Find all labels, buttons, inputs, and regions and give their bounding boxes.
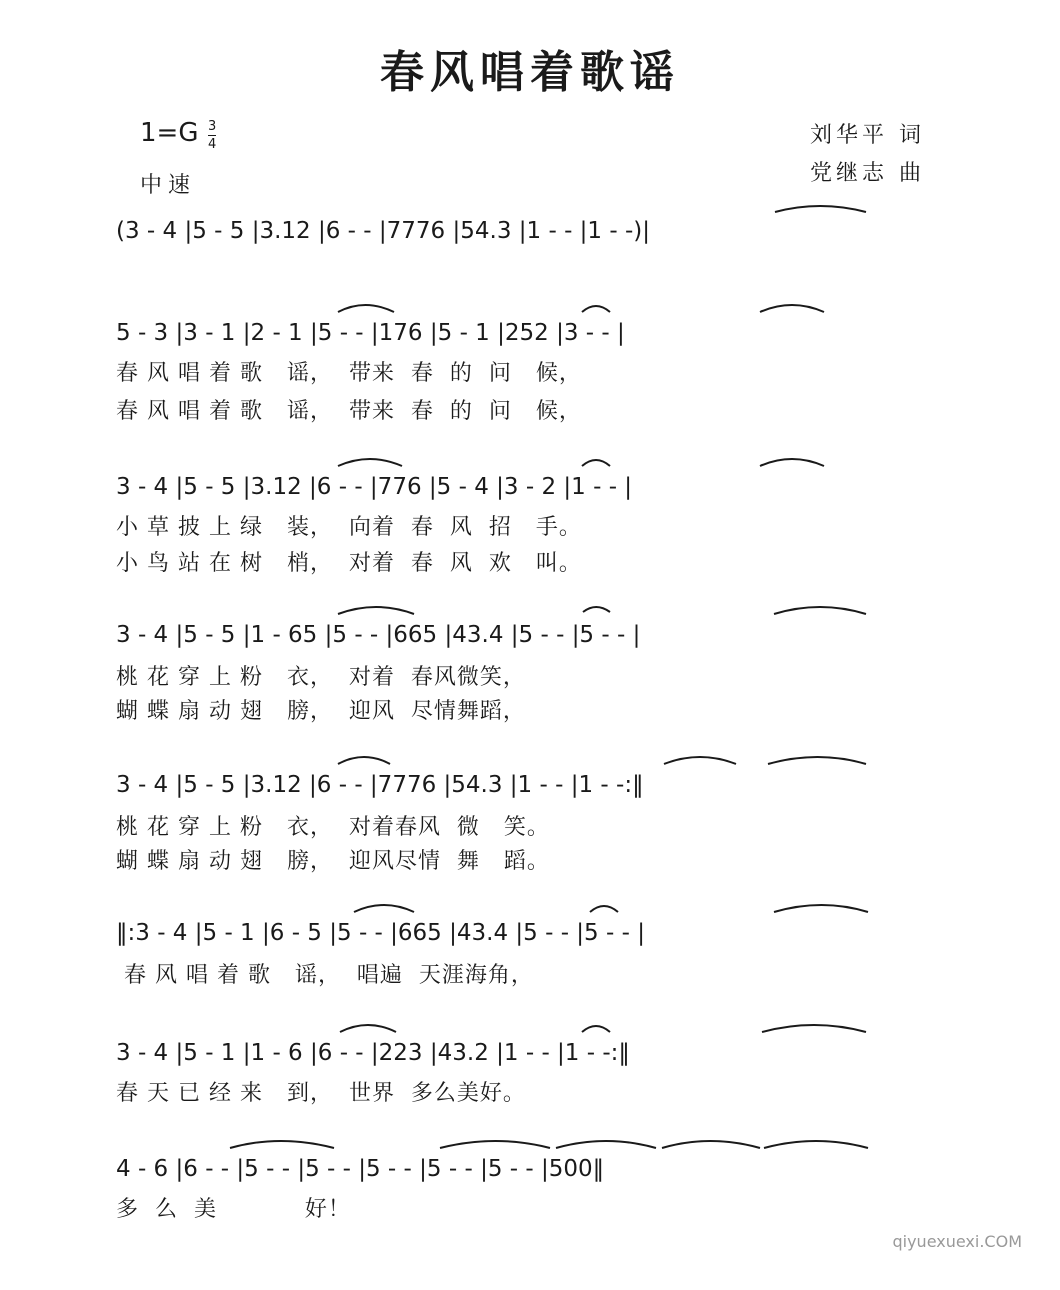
notation-line: 3 - 4 |5 - 5 |1 - 65 |5 - - |665 |43.4 |5 - - |5 - - | xyxy=(116,622,641,648)
lyric-line: 桃 花 穿 上 粉 衣， 对着 春风微笑， xyxy=(116,665,526,690)
score-row-4 xyxy=(116,622,640,648)
lyric-line: 蝴 蝶 扇 动 翅 膀， 迎风尽情 舞 蹈。 xyxy=(116,849,550,874)
meter-bottom: 4 xyxy=(208,137,217,152)
notation-line: (3 - 4 |5 - 5 |3.12 |6 - - |7776 |54.3 |1 - - |1 - -)| xyxy=(116,218,651,244)
score-row-1 xyxy=(116,218,650,244)
score-row-7 xyxy=(116,1040,630,1066)
composer-credit: 党继志 曲 xyxy=(810,161,925,186)
lyric-line: 春 天 已 经 来 到， 世界 多么美好。 xyxy=(116,1081,526,1106)
song-title: 春风唱着歌谣 xyxy=(380,47,680,98)
notation-line: 3 - 4 |5 - 1 |1 - 6 |6 - - |223 |43.2 |1 - - |1 - -:‖ xyxy=(116,1040,630,1066)
notation-line: 5 - 3 |3 - 1 |2 - 1 |5 - - |176 |5 - 1 |252 |3 - - | xyxy=(116,320,625,346)
notation-line: 3 - 4 |5 - 5 |3.12 |6 - - |776 |5 - 4 |3 - 2 |1 - - | xyxy=(116,474,633,500)
meter-top: 3 xyxy=(208,119,217,134)
score-row-6 xyxy=(116,920,645,946)
tempo-marking: 中速 xyxy=(140,173,197,198)
lyric-line: 春 风 唱 着 歌 谣， 带来 春 的 问 候， xyxy=(116,399,582,424)
score-row-8 xyxy=(116,1156,604,1182)
key-signature: 1=G xyxy=(140,118,199,148)
lyric-line: 春 风 唱 着 歌 谣， 带来 春 的 问 候， xyxy=(116,361,582,386)
watermark: qiyuexuexi.COM xyxy=(892,1232,1022,1251)
notation-line: 3 - 4 |5 - 5 |3.12 |6 - - |7776 |54.3 |1 - - |1 - -:‖ xyxy=(116,772,644,798)
lyric-line: 多 么 美 好！ xyxy=(116,1197,351,1222)
notation-line: 4 - 6 |6 - - |5 - - |5 - - |5 - - |5 - - |5 - - |500‖ xyxy=(116,1156,605,1182)
lyric-line: 小 鸟 站 在 树 梢， 对着 春 风 欢 叫。 xyxy=(116,551,582,576)
lyric-line: 小 草 披 上 绿 装， 向着 春 风 招 手。 xyxy=(116,515,582,540)
score-row-3 xyxy=(116,474,632,500)
lyric-line: 蝴 蝶 扇 动 翅 膀， 迎风 尽情舞蹈， xyxy=(116,699,526,724)
notation-line: ‖:3 - 4 |5 - 1 |6 - 5 |5 - - |665 |43.4 |5 - - |5 - - | xyxy=(116,920,645,946)
lyric-line: 桃 花 穿 上 粉 衣， 对着春风 微 笑。 xyxy=(116,815,550,840)
lyricist-credit: 刘华平 词 xyxy=(810,123,925,148)
score-row-2 xyxy=(116,320,625,346)
lyric-line: 春 风 唱 着 歌 谣， 唱遍 天涯海角， xyxy=(116,963,534,988)
score-row-5 xyxy=(116,772,644,798)
